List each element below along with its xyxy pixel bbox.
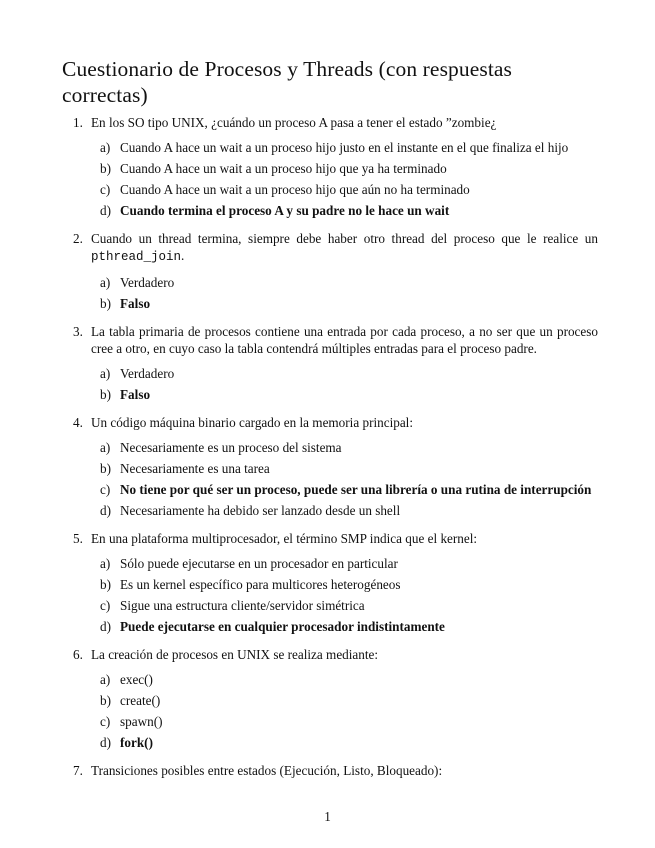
option-label: a) (100, 440, 111, 455)
page-number: 1 (324, 809, 331, 824)
option-text: Cuando A hace un wait a un proceso hijo que ya ha terminado (120, 161, 447, 176)
option-list (62, 139, 598, 219)
question-text: En una plataforma multiprocesador, el término SMP indica que el kernel: (91, 531, 478, 546)
option-text: Sólo puede ejecutarse en un procesador en particular (120, 556, 398, 571)
option-text: Falso (120, 296, 151, 311)
option-label: b) (100, 461, 111, 476)
option-label: a) (100, 556, 111, 571)
option-label: c) (100, 182, 111, 197)
option-list (62, 671, 598, 751)
option-list (62, 439, 598, 519)
question-5 (62, 530, 598, 635)
question-7 (62, 762, 598, 779)
option-label: a) (100, 366, 111, 381)
option-a (100, 139, 598, 156)
question-number: 5. (73, 531, 83, 546)
option-label: c) (100, 482, 111, 497)
option-list (62, 555, 598, 635)
option-text: Cuando termina el proceso A y su padre no le hace un wait (120, 203, 450, 218)
question-text-before: Cuando un thread termina, siempre debe haber otro thread del proceso que le realice un (91, 231, 598, 246)
question-text: La creación de procesos en UNIX se realiza mediante: (91, 647, 379, 662)
question-list (62, 114, 598, 790)
option-c (100, 713, 598, 730)
code-pthread-join: pthread_join (91, 250, 182, 264)
option-label: d) (100, 619, 111, 634)
question-text: La tabla primaria de procesos contiene una entrada por cada proceso, a no ser que un proceso cree a otro, en cuyo caso la tabla contendrá múltiples entradas para el proceso padre. (91, 324, 598, 356)
option-text: No tiene por qué ser un proceso, puede ser una librería o una rutina de interrupción (120, 482, 592, 497)
option-label: d) (100, 203, 111, 218)
option-label: c) (100, 714, 111, 729)
question-6 (62, 646, 598, 751)
option-label: b) (100, 387, 111, 402)
option-d (100, 502, 598, 519)
option-text: Necesariamente es un proceso del sistema (120, 440, 342, 455)
question-text: Un código máquina binario cargado en la memoria principal: (91, 415, 414, 430)
option-b-correct (100, 295, 598, 312)
question-number: 6. (73, 647, 83, 662)
option-text: Cuando A hace un wait a un proceso hijo justo en el instante en el que finaliza el hijo (120, 140, 569, 155)
option-text: create() (120, 693, 161, 708)
question-text-after: . (181, 248, 185, 263)
option-label: a) (100, 672, 111, 687)
option-label: d) (100, 503, 111, 518)
option-a (100, 365, 598, 382)
question-text (91, 230, 598, 266)
option-b (100, 692, 598, 709)
option-a (100, 274, 598, 291)
question-text: En los SO tipo UNIX, ¿cuándo un proceso A pasa a tener el estado ”zombie¿ (91, 115, 497, 130)
option-label: d) (100, 735, 111, 750)
question-1 (62, 114, 598, 219)
option-b (100, 160, 598, 177)
option-text: Es un kernel específico para multicores heterogéneos (120, 577, 401, 592)
option-text: spawn() (120, 714, 163, 729)
option-text: Verdadero (120, 275, 175, 290)
question-4 (62, 414, 598, 519)
option-b (100, 576, 598, 593)
option-text: Verdadero (120, 366, 175, 381)
question-2 (62, 230, 598, 312)
option-text: Falso (120, 387, 151, 402)
option-label: a) (100, 275, 111, 290)
option-c (100, 597, 598, 614)
option-c (100, 181, 598, 198)
option-label: b) (100, 577, 111, 592)
option-text: fork() (120, 735, 153, 750)
question-number: 2. (73, 231, 83, 246)
question-text: Transiciones posibles entre estados (Ejecución, Listo, Bloqueado): (91, 763, 443, 778)
option-a (100, 671, 598, 688)
option-list (62, 365, 598, 403)
option-list (62, 274, 598, 312)
option-label: a) (100, 140, 111, 155)
option-a (100, 555, 598, 572)
question-number: 3. (73, 324, 83, 339)
option-text: Sigue una estructura cliente/servidor simétrica (120, 598, 365, 613)
option-d-correct (100, 618, 598, 635)
question-number: 7. (73, 763, 83, 778)
question-number: 4. (73, 415, 83, 430)
option-b-correct (100, 386, 598, 403)
page-title: Cuestionario de Procesos y Threads (con respuestas correctas) (62, 57, 513, 107)
option-text: Necesariamente es una tarea (120, 461, 270, 476)
option-c-correct (100, 481, 598, 498)
option-text: Puede ejecutarse en cualquier procesador indistintamente (120, 619, 445, 634)
option-label: b) (100, 296, 111, 311)
option-text: Cuando A hace un wait a un proceso hijo que aún no ha terminado (120, 182, 470, 197)
option-label: c) (100, 598, 111, 613)
option-text: exec() (120, 672, 153, 687)
option-d-correct (100, 734, 598, 751)
option-a (100, 439, 598, 456)
option-label: b) (100, 161, 111, 176)
question-3 (62, 323, 598, 403)
question-number: 1. (73, 115, 83, 130)
option-d-correct (100, 202, 598, 219)
option-b (100, 460, 598, 477)
option-text: Necesariamente ha debido ser lanzado desde un shell (120, 503, 401, 518)
option-label: b) (100, 693, 111, 708)
